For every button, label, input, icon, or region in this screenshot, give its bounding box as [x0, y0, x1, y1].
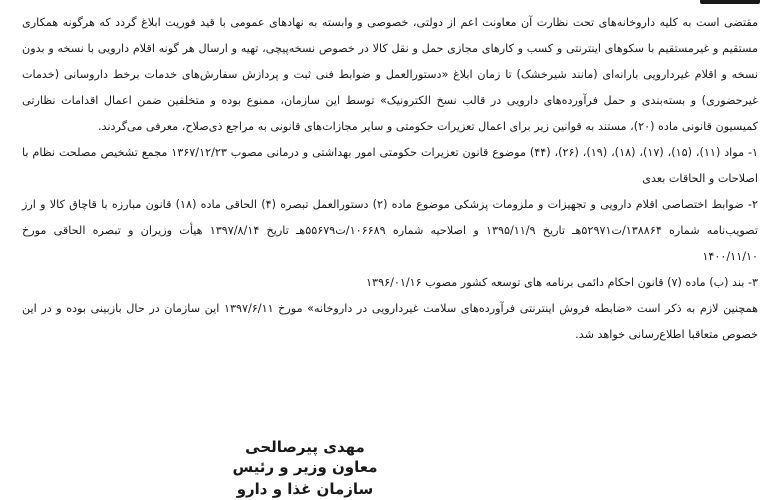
letter-body: [22, 10, 758, 348]
clause-1-paragraph: ۱- مواد (۱۱)، (۱۵)، (۱۷)، (۱۸)، (۱۹)، (۲۶)، (۴۴) موضوع قانون تعزیرات حکومتی امور بهداشتی و درمانی مصوب ۱۳۶۷/۱۲/۲۳ مجمع تشخیص مصلحت نظام با اصلاحات و الحاقات بعدی: [22, 146, 759, 185]
header-mark: [700, 0, 760, 4]
clause-3-paragraph: ۳- بند (ب) ماده (۷) قانون احکام دائمی برنامه های توسعه کشور مصوب ۱۳۹۶/۰۱/۱۶: [366, 276, 758, 289]
signatory-title: معاون وزیر و رئیس سازمان غذا و دارو: [232, 458, 378, 498]
signature-block: [230, 436, 380, 500]
clause-2-paragraph: ۲- ضوابط اختصاصی اقلام دارویی و تجهیزات و ملزومات پزشکی موضوع ماده (۲) دستورالعمل تبصره (۴) الحاقی ماده (۱۸) قانون مبارزه با قاچاق کالا و ارز تصویب‌نامه شماره ۱۳۸۸۶۴/ت۵۲۹۷۱هـ تاریخ ۱۳۹۵/۱۱/۹ و اصلاحیه شماره ۱۰۶۶۸۹/ت۵۵۶۷۹هـ تاریخ ۱۳۹۷/۸/۱۴ هیأت وزیران و تبصره الحاقی مورخ ۱۴۰۰/۱۱/۱۰: [22, 198, 758, 263]
closing-paragraph: همچنین لازم به ذکر است «ضابطه فروش اینترنتی فرآورده‌های سلامت غیردارویی در داروخانه» مورخ ۱۳۹۷/۶/۱۱ این سازمان در حال بازبینی بوده و در این خصوص متعاقبا اطلاع‌رسانی خواهد شد.: [22, 302, 758, 341]
intro-paragraph: مقتضی است به کلیه داروخانه‌های تحت نظارت آن معاونت اعم از دولتی، خصوصی و وابسته به نهادهای عمومی با قید فوریت ابلاغ گردد که هرگونه همکاری مستقیم و غیرمستقیم با سکوهای اینترنتی و کسب و کارهای مجازی حمل و نقل کالا در خصوص نسخه‌پیچی، تهیه و ارسال هر گونه اقلام دارویی با نسخه و بدون نسخه و اقلام غیردارویی بارانه‌ای (مانند شیرخشک) تا زمان ابلاغ «دستورالعمل و ضوابط فنی ثبت و پردازش سفارش‌های خدمات برخط داروسانی (خدمات غیرحضوری) و بسته‌بندی و حمل فرآورده‌های دارویی در قالب نسخ الکترونیک» توسط این سازمان، ممنوع بوده و متخلفین ضمن اعمال اقدامات نظارتی کمیسیون قانونی ماده (۲۰)، مستند به قوانین زیر برای اعمال تعزیرات حکومتی و سایر مجازات‌های قانونی به مراجع ذی‌صلاح، معرفی می‌گردند.: [22, 16, 758, 133]
signatory-name: مهدی پیرصالحی: [245, 438, 365, 456]
